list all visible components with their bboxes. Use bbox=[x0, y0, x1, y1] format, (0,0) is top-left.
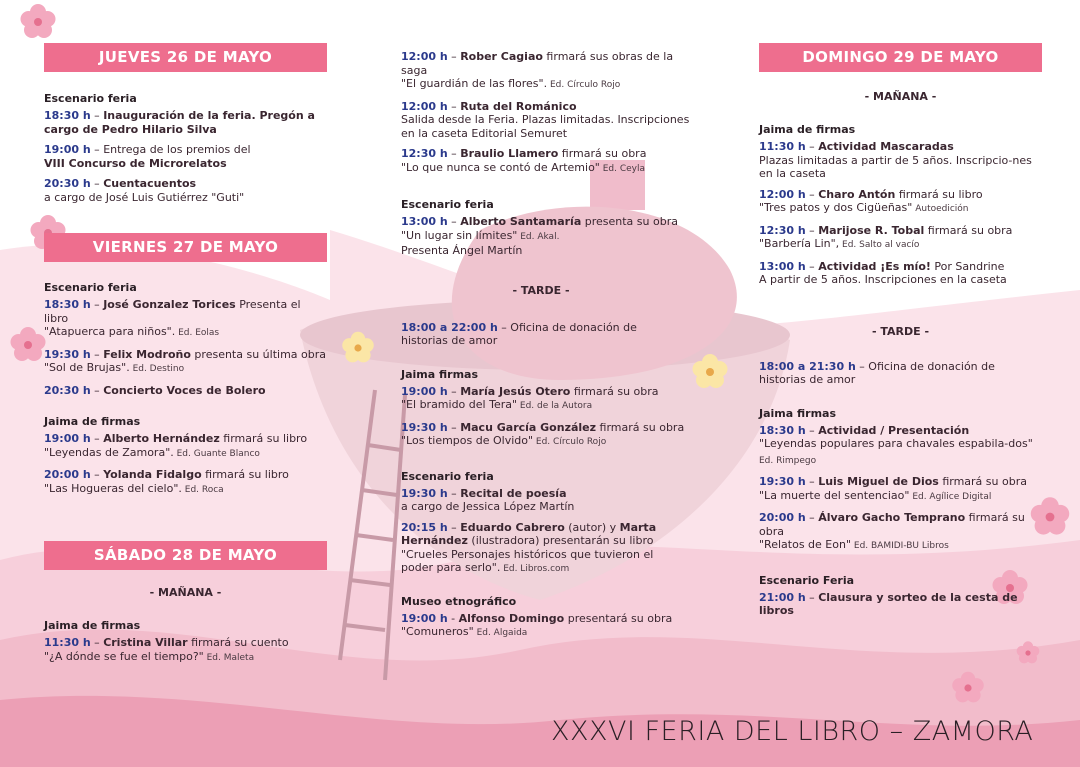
section-title: Jaima firmas bbox=[401, 367, 479, 381]
event-item: 12:00 h – Ruta del Románico Salida desde la Feria. Plazas limitadas. Inscripciones en la caseta Editorial Semuret bbox=[401, 99, 690, 140]
afternoon-label: - TARDE - bbox=[512, 283, 570, 297]
cherry-blossom-icon bbox=[8, 325, 48, 365]
section-title: Escenario feria bbox=[44, 281, 137, 294]
cherry-blossom-icon bbox=[18, 2, 58, 42]
footer-title: XXXVI FERIA DEL LIBRO – ZAMORA bbox=[551, 716, 1034, 747]
event-item: 19:30 h – Macu García González firmará su obra "Los tiempos de Olvido" Ed. Círculo Rojo bbox=[401, 420, 685, 447]
day-banner-sunday: DOMINGO 29 DE MAYO bbox=[759, 43, 1042, 72]
event-item: 20:30 h – Concierto Voces de Bolero bbox=[44, 383, 266, 397]
event-item: 12:30 h – Braulio Llamero firmará su obra "Lo que nunca se contó de Artemio" Ed. Ceyla bbox=[401, 147, 647, 174]
event-item: 18:30 h – José Gonzalez Torices Presenta el libro "Atapuerca para niños". Ed. Eolas bbox=[44, 298, 301, 338]
event-item: 19:30 h – Recital de poesía a cargo de Jessica López Martín bbox=[401, 486, 575, 513]
event-item: 12:30 h – Marijose R. Tobal firmará su obra "Barbería Lin", Ed. Salto al vacío bbox=[759, 223, 1013, 250]
section-title: Jaima de firmas bbox=[44, 415, 141, 428]
event-item: 19:30 h – Felix Modroño presenta su última obra "Sol de Brujas". Ed. Destino bbox=[44, 347, 327, 374]
afternoon-label: - TARDE - bbox=[871, 324, 930, 338]
event-item: 18:00 a 21:30 h – Oficina de donación de historias de amor bbox=[759, 359, 995, 386]
event-item: 11:30 h – Cristina Villar firmará su cuento "¿A dónde se fue el tiempo?" Ed. Maleta bbox=[44, 636, 289, 663]
flower-icon bbox=[340, 330, 376, 366]
event-item: 20:30 h – Cuentacuentos a cargo de José Luis Gutiérrez "Guti" bbox=[44, 177, 245, 204]
event-item: 18:30 h – Actividad / Presentación "Leyendas populares para chavales espabila-dos" Ed. Rimpego bbox=[759, 423, 1033, 466]
event-item: 12:00 h – Charo Antón firmará su libro "Tres patos y dos Cigüeñas" Autoedición bbox=[759, 187, 983, 214]
event-item: 20:15 h – Eduardo Cabrero (autor) y Marta Hernández (ilustradora) presentarán su libro "Crueles Personajes históricos que tuvieron el poder para serlo". Ed. Libros.com bbox=[401, 520, 657, 574]
event-item: 21:00 h – Clausura y sorteo de la cesta de libros bbox=[759, 590, 1018, 617]
column-2 bbox=[401, 50, 701, 648]
morning-label: - MAÑANA - bbox=[864, 90, 937, 103]
event-item: 20:00 h – Yolanda Fidalgo firmará su libro "Las Hogueras del cielo". Ed. Roca bbox=[44, 468, 289, 495]
morning-label: - MAÑANA - bbox=[149, 586, 222, 599]
section-title: Escenario Feria bbox=[759, 573, 855, 587]
section-title: Jaima de firmas bbox=[44, 619, 141, 632]
section-title: Escenario feria bbox=[401, 198, 494, 211]
event-item: 19:00 h – María Jesús Otero firmará su obra "El bramido del Tera" Ed. de la Autora bbox=[401, 384, 659, 411]
event-item: 12:00 h – Rober Cagiao firmará sus obras de la saga "El guardián de las flores". Ed. Círculo Rojo bbox=[401, 50, 674, 90]
cherry-blossom-icon bbox=[1015, 640, 1041, 666]
column-3 bbox=[759, 43, 1042, 625]
event-item: 13:00 h – Actividad ¡Es mío! Por Sandrine A partir de 5 años. Inscripciones en la caseta bbox=[759, 259, 1007, 286]
event-item: 19:00 h - Alfonso Domingo presentará su obra "Comuneros" Ed. Algaida bbox=[401, 611, 673, 638]
section-title: Museo etnográfico bbox=[401, 594, 517, 608]
event-item: 19:30 h – Luis Miguel de Dios firmará su obra "La muerte del sentenciao" Ed. Agílice Digital bbox=[759, 475, 1027, 502]
day-banner-saturday: SÁBADO 28 DE MAYO bbox=[44, 541, 327, 570]
event-item: 11:30 h – Actividad Mascaradas Plazas limitadas a partir de 5 años. Inscripcio-nes en la caseta bbox=[759, 140, 1032, 180]
section-title: Escenario feria bbox=[401, 469, 494, 483]
event-item: 18:30 h – Inauguración de la feria. Pregón a cargo de Pedro Hilario Silva bbox=[44, 109, 315, 136]
event-item: 19:00 h – Alberto Hernández firmará su libro "Leyendas de Zamora". Ed. Guante Blanco bbox=[44, 432, 308, 459]
cherry-blossom-icon bbox=[950, 670, 986, 706]
event-item: 18:00 a 22:00 h – Oficina de donación de historias de amor bbox=[401, 320, 637, 347]
day-banner-friday: VIERNES 27 DE MAYO bbox=[44, 233, 327, 262]
section-title: Escenario feria bbox=[44, 92, 137, 105]
event-item: 19:00 h – Entrega de los premios del VIII Concurso de Microrelatos bbox=[44, 143, 251, 170]
event-item: 20:00 h – Álvaro Gacho Temprano firmará su obra "Relatos de Eon" Ed. BAMIDI-BU Libros bbox=[759, 511, 1025, 551]
section-title: Jaima de firmas bbox=[759, 123, 856, 136]
column-1 bbox=[44, 43, 327, 672]
section-title: Jaima firmas bbox=[759, 406, 837, 420]
day-banner-thursday: JUEVES 26 DE MAYO bbox=[44, 43, 327, 72]
event-item: 13:00 h – Alberto Santamaría presenta su obra "Un lugar sin límites" Ed. Akal. Presenta Ángel Martín bbox=[401, 215, 678, 257]
